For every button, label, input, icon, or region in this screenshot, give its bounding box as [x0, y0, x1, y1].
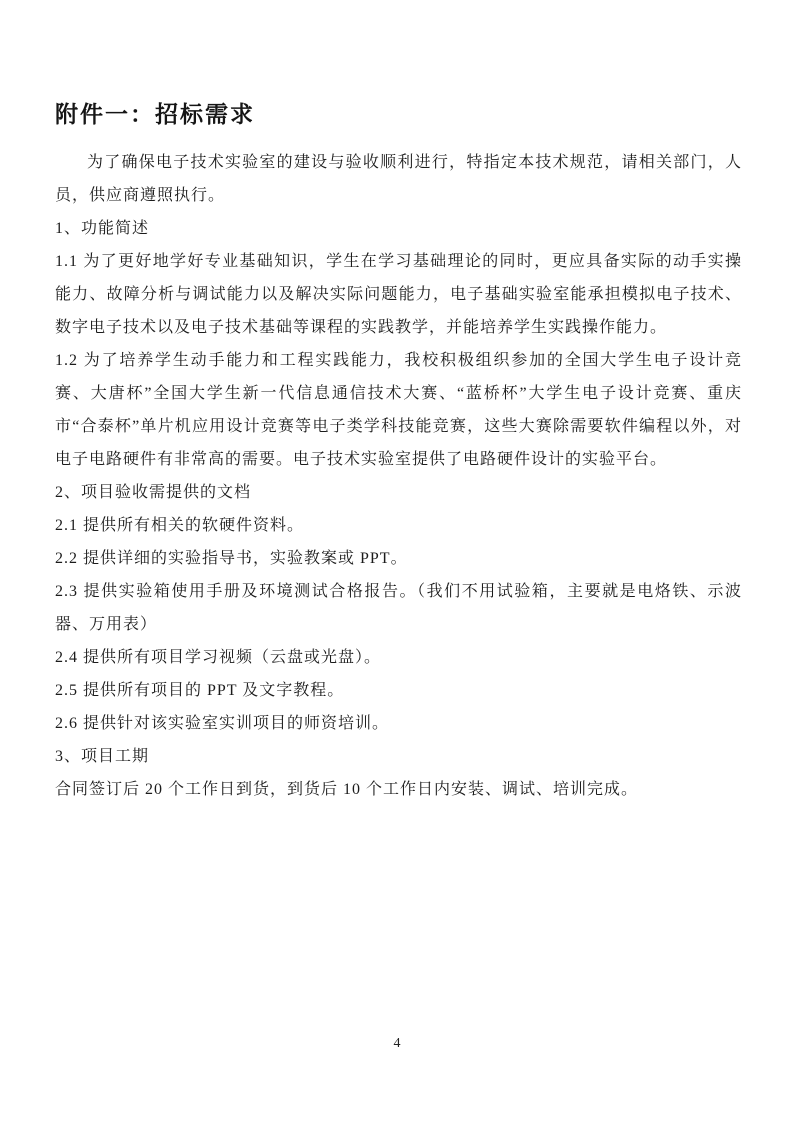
paragraph-item-2-2: 2.2 提供详细的实验指导书，实验教案或 PPT。 — [55, 550, 408, 567]
paragraph-intro: 为了确保电子技术实验室的建设与验收顺利进行，特指定本技术规范，请相关部门，人员，供应商遵照执行。 — [55, 154, 742, 204]
page-number: 4 — [393, 1036, 401, 1051]
paragraph-item-2-3: 2.3 提供实验箱使用手册及环境测试合格报告。（我们不用试验箱，主要就是电烙铁、示波器、万用表） — [55, 583, 742, 633]
paragraph-item-2-4: 2.4 提供所有项目学习视频（云盘或光盘）。 — [55, 649, 382, 666]
section-heading-1: 1、功能简述 — [55, 220, 150, 237]
section-heading-2: 2、项目验收需提供的文档 — [55, 484, 252, 501]
section-heading-3: 3、项目工期 — [55, 748, 150, 765]
paragraph-item-2-6: 2.6 提供针对该实验室实训项目的师资培训。 — [55, 715, 390, 732]
paragraph-item-1-2: 1.2 为了培养学生动手能力和工程实践能力，我校积极组织参加的全国大学生电子设计竞赛、大唐杯”全国大学生新一代信息通信技术大赛、“蓝桥杯”大学生电子设计竞赛、重庆市“合泰杯”单片机应用设计竞赛等电子类学科技能竞赛，这些大赛除需要软件编程以外，对电子电路硬件有非常高的需要。电子技术实验室提供了电路硬件设计的实验平台。 — [55, 352, 742, 468]
document-body — [55, 98, 742, 806]
paragraph-item-2-1: 2.1 提供所有相关的软硬件资料。 — [55, 517, 305, 534]
paragraph-item-2-5: 2.5 提供所有项目的 PPT 及文字教程。 — [55, 682, 345, 699]
paragraph-item-1-1: 1.1 为了更好地学好专业基础知识，学生在学习基础理论的同时，更应具备实际的动手实操能力、故障分析与调试能力以及解决实际问题能力，电子基础实验室能承担模拟电子技术、数字电子技术以及电子技术基础等课程的实践教学，并能培养学生实践操作能力。 — [55, 253, 742, 336]
page-title: 附件一：招标需求 — [55, 102, 255, 127]
paragraph-item-3-1: 合同签订后 20 个工作日到货，到货后 10 个工作日内安装、调试、培训完成。 — [55, 781, 639, 798]
